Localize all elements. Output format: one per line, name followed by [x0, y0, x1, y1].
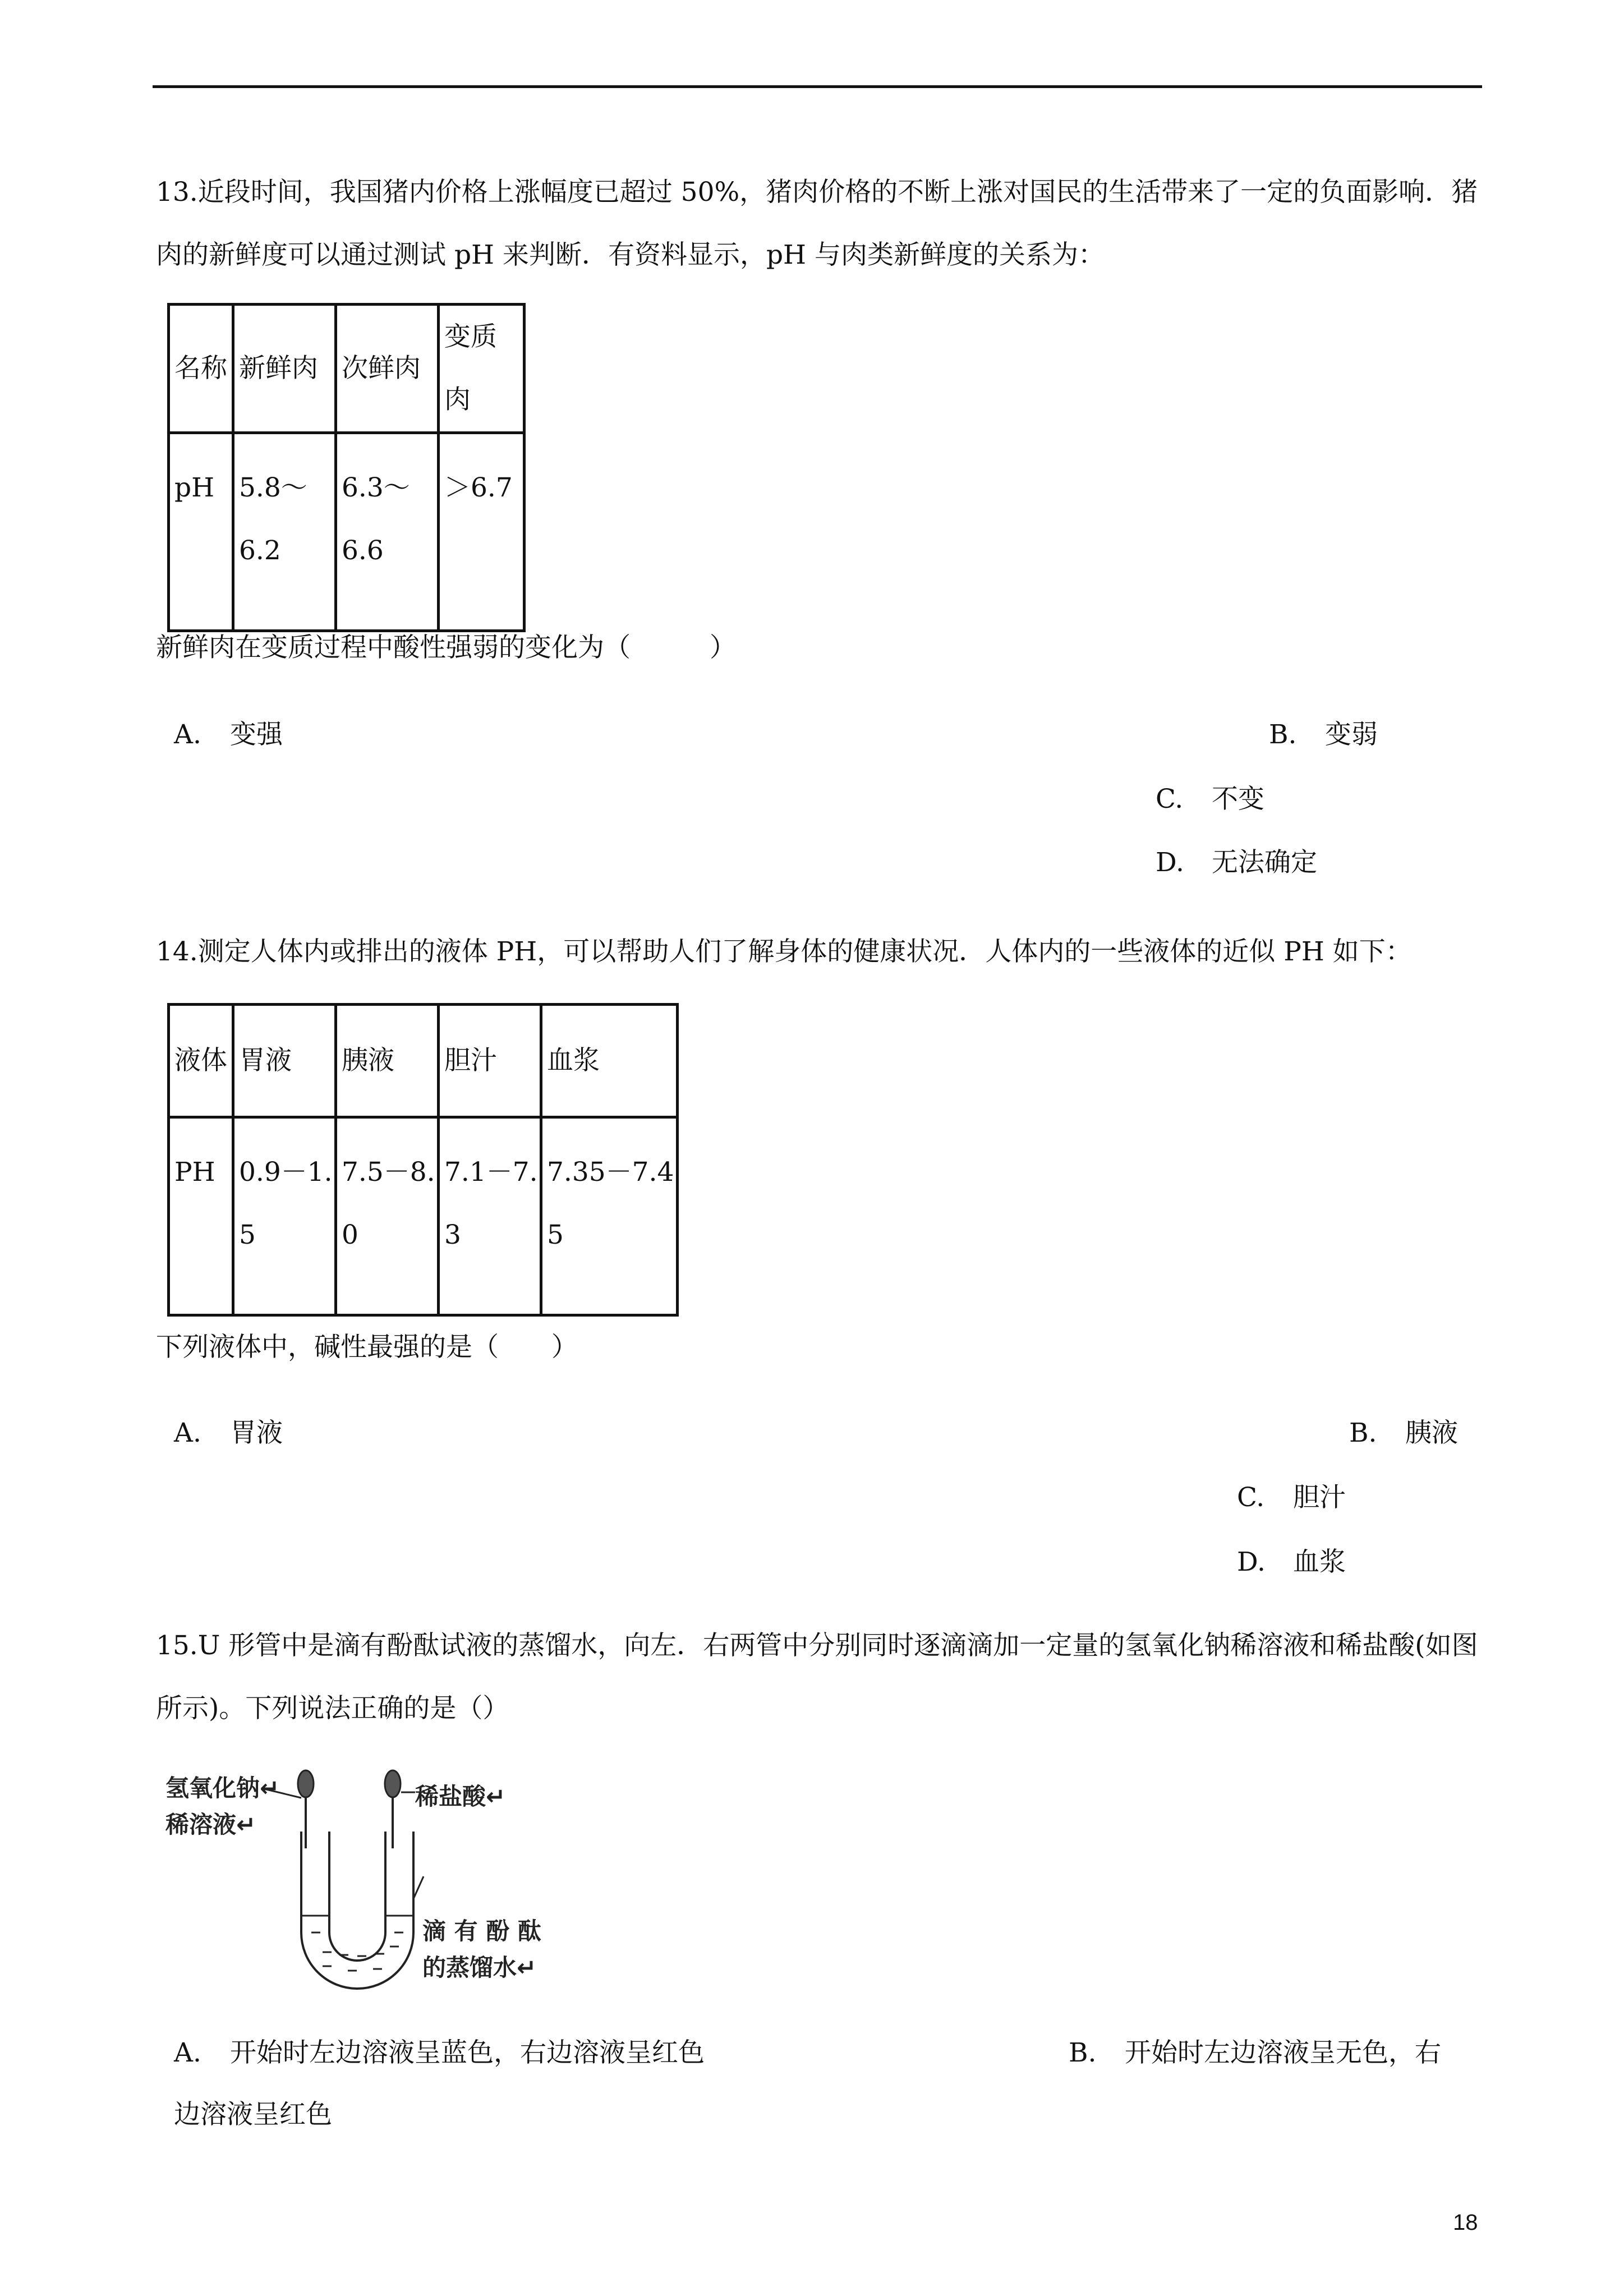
q13-option-c-text: 不变 — [1212, 784, 1264, 815]
q14-cell-bile: 7.1－7. 3 — [439, 1117, 541, 1315]
q13-option-c[interactable] — [1156, 783, 1264, 816]
figure-label-naoh-line2: 稀溶液↵ — [165, 1811, 256, 1838]
q13-option-b-text: 变弱 — [1325, 719, 1378, 750]
q13-header-name: 名称 — [169, 305, 233, 433]
q13-header-spoiled: 变质肉 — [439, 305, 525, 433]
q14-option-a[interactable] — [174, 1416, 283, 1450]
q14-header-plasma: 血浆 — [541, 1005, 678, 1117]
q14-option-d-text: 血浆 — [1293, 1547, 1346, 1577]
q15-option-b-text: 开始时左边溶液呈无色，右 — [1125, 2037, 1441, 2068]
q13-stem: 13.近段时间，我国猪内价格上涨幅度已超过 50%，猪肉价格的不断上涨对国民的生活带来了一定的负面影响．猪肉的新鲜度可以通过测试 pH 来判断．有资料显示，pH 与肉类新鲜度的关系为： — [156, 177, 1478, 270]
q14-row-label: PH — [169, 1117, 233, 1315]
q13-header-sub-fresh: 次鲜肉 — [336, 305, 439, 433]
q14-header-pancreatic: 胰液 — [336, 1005, 439, 1117]
q14-header-liquid: 液体 — [169, 1005, 233, 1117]
q15-option-a-label: A. — [174, 2037, 201, 2068]
q15-option-a-text: 开始时左边溶液呈蓝色，右边溶液呈红色 — [230, 2037, 705, 2068]
q13-cell-sub-fresh: 6.3～ 6.6 — [336, 433, 439, 631]
q14-stem: 14.测定人体内或排出的液体 PH，可以帮助人们了解身体的健康状况．人体内的一些液体的近似 PH 如下： — [156, 936, 1412, 967]
figure-label-naoh-line1: 氢氧化钠↵ — [165, 1774, 280, 1802]
page-number: 18 — [1453, 2210, 1478, 2235]
figure-label-phenolphthalein-line2: 的蒸馏水↵ — [422, 1954, 537, 1981]
q15-option-b-label: B. — [1069, 2037, 1097, 2068]
q14-option-d[interactable] — [1237, 1545, 1346, 1579]
q13-option-a[interactable] — [174, 718, 283, 752]
q13-cell-spoiled: ＞6.7 — [439, 433, 525, 631]
q14-table — [167, 1003, 679, 1317]
q15-option-b-continued: 边溶液呈红色 — [174, 2099, 332, 2130]
q13-header-fresh: 新鲜肉 — [233, 305, 336, 433]
q15-option-b[interactable] — [1069, 2036, 1441, 2070]
q13-question: 新鲜肉在变质过程中酸性强弱的变化为（ ） — [156, 632, 736, 663]
q13-cell-fresh: 5.8～ 6.2 — [233, 433, 336, 631]
header-rule — [153, 85, 1482, 88]
q14-option-b-label: B. — [1349, 1418, 1377, 1448]
figure-label-hcl: 稀盐酸↵ — [415, 1783, 506, 1810]
q14-header-bile: 胆汁 — [439, 1005, 541, 1117]
q15-stem: 15.U 形管中是滴有酚酞试液的蒸馏水，向左．右两管中分别同时逐滴滴加一定量的氢氧化钠稀溶液和稀盐酸(如图所示)。下列说法正确的是（） — [156, 1630, 1478, 1724]
q13-option-d[interactable] — [1156, 846, 1317, 880]
q13-option-c-label: C. — [1156, 784, 1184, 815]
q14-option-b-text: 胰液 — [1405, 1418, 1458, 1448]
q13-option-b[interactable] — [1269, 718, 1378, 752]
q14-cell-gastric: 0.9－1. 5 — [233, 1117, 336, 1315]
q14-cell-pancreatic: 7.5－8. 0 — [336, 1117, 439, 1315]
q13-option-d-text: 无法确定 — [1212, 847, 1317, 878]
q14-option-c-text: 胆汁 — [1293, 1482, 1346, 1513]
figure-label-phenolphthalein-line1: 滴 有 酚 酞 — [422, 1917, 541, 1945]
q14-header-gastric: 胃液 — [233, 1005, 336, 1117]
u-tube-figure — [154, 1764, 558, 1991]
q14-option-b[interactable] — [1349, 1416, 1458, 1450]
q13-row-label: pH — [169, 433, 233, 631]
q14-option-a-label: A. — [174, 1418, 201, 1448]
q13-option-b-label: B. — [1269, 719, 1297, 750]
q14-option-a-text: 胃液 — [230, 1418, 283, 1448]
q13-table — [167, 303, 526, 632]
q14-cell-plasma: 7.35－7.4 5 — [541, 1117, 678, 1315]
q13-option-a-label: A. — [174, 719, 201, 750]
q14-question: 下列液体中，碱性最强的是（ ） — [156, 1332, 578, 1363]
q13-option-d-label: D. — [1156, 847, 1184, 878]
q13-option-a-text: 变强 — [230, 719, 283, 750]
q14-option-c[interactable] — [1237, 1481, 1346, 1515]
q14-option-d-label: D. — [1237, 1547, 1266, 1577]
q15-option-a[interactable] — [174, 2036, 705, 2070]
q14-option-c-label: C. — [1237, 1482, 1265, 1513]
